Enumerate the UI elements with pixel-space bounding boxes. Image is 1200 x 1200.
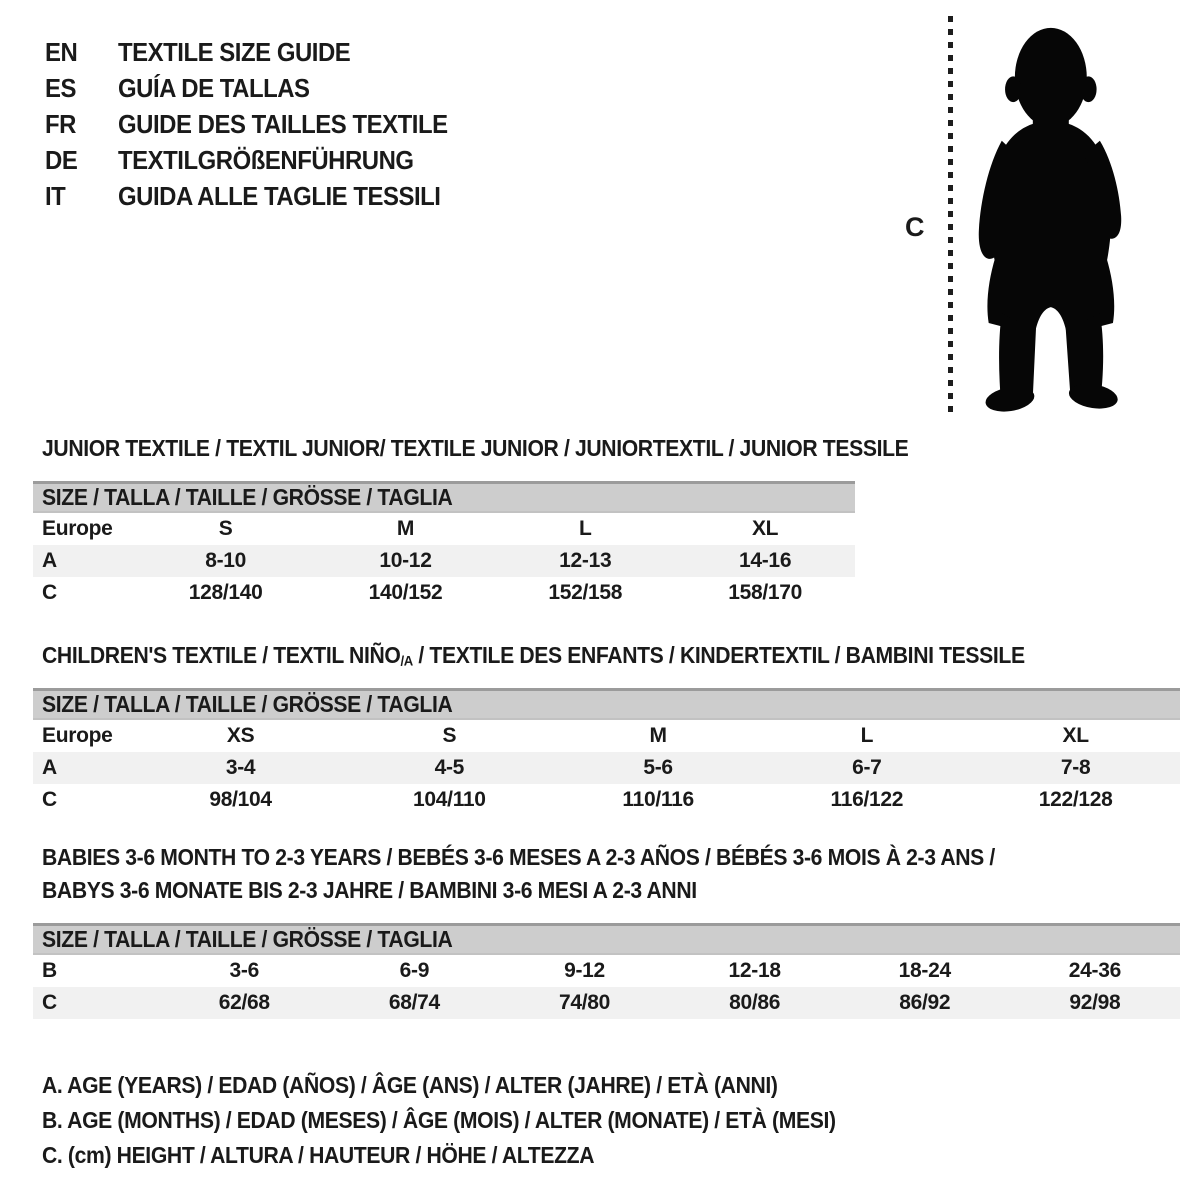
value-cell: 128/140 — [188, 581, 263, 604]
value-cell: 7-8 — [1060, 756, 1091, 779]
size-header-bar — [33, 925, 1180, 955]
language-code — [45, 109, 118, 140]
language-title: TEXTILGRÖßENFÜHRUNG — [118, 144, 414, 175]
table-row-europe — [33, 512, 855, 545]
language-code-text: DE — [45, 144, 78, 175]
babies-title-line2: BABYS 3-6 MONATE BIS 2-3 JAHRE / BAMBINI 3-6 MESI A 2-3 ANNI — [42, 877, 697, 903]
height-measure-label-c: C — [905, 212, 925, 242]
value-cell: 6-9 — [399, 959, 430, 982]
value-cell: 5-6 — [643, 756, 673, 779]
value-cell: 158/170 — [728, 581, 802, 604]
language-title: TEXTILE SIZE GUIDE — [118, 36, 351, 67]
children-title-post: / TEXTILE DES ENFANTS / KINDERTEXTIL / BAMBINI TESSILE — [412, 642, 1025, 668]
language-code — [45, 73, 118, 104]
legend-line-c-text: C. (cm) HEIGHT / ALTURA / HAUTEUR / HÖHE / ALTEZZA — [42, 1142, 595, 1168]
language-row — [45, 142, 476, 178]
row-label-cell: B — [42, 959, 57, 982]
legend-line-a — [42, 1068, 905, 1103]
babies-size-table-wrap — [33, 923, 1180, 1019]
silhouette-leg-right — [1066, 313, 1104, 396]
value-cell: 6-7 — [852, 756, 882, 779]
table-row-age-months — [33, 954, 1180, 987]
value-cell: 24-36 — [1068, 959, 1121, 982]
value-cell: 104/110 — [413, 788, 486, 811]
language-title: GUIDA ALLE TAGLIE TESSILI — [118, 180, 441, 211]
value-cell: 12-18 — [728, 959, 781, 982]
value-cell: 14-16 — [738, 549, 792, 572]
legend — [42, 1068, 905, 1173]
value-cell: 12-13 — [559, 549, 612, 572]
children-title-sub: /A — [400, 653, 413, 670]
value-cell: 98/104 — [209, 788, 272, 811]
value-cell: S — [218, 517, 233, 540]
row-label-cell: A — [42, 756, 57, 779]
size-header-label — [33, 690, 1180, 720]
value-cell: XS — [226, 724, 255, 747]
size-header-text: SIZE / TALLA / TAILLE / GRÖSSE / TAGLIA — [42, 926, 453, 952]
value-cell: 18-24 — [898, 959, 951, 982]
value-cell: 110/116 — [622, 788, 694, 811]
row-label-cell: Europe — [42, 517, 113, 540]
babies-section-title — [42, 841, 1078, 907]
children-size-table-wrap — [33, 688, 1180, 816]
size-header-bar — [33, 483, 855, 513]
row-label-cell: C — [42, 581, 57, 604]
value-cell: 86/92 — [899, 991, 951, 1014]
language-code — [45, 145, 118, 176]
size-header-bar — [33, 690, 1180, 720]
babies-size-table — [33, 923, 1180, 1019]
value-cell: 92/98 — [1069, 991, 1121, 1014]
language-code-text: FR — [45, 108, 76, 139]
value-cell: 74/80 — [558, 991, 611, 1014]
value-cell: L — [860, 724, 874, 747]
row-label-cell: A — [42, 549, 57, 572]
value-cell: M — [649, 724, 667, 747]
row-label-cell: C — [42, 991, 57, 1014]
language-title: GUÍA DE TALLAS — [118, 72, 310, 103]
table-row-height — [33, 784, 1180, 816]
children-section-title-text — [42, 639, 1025, 679]
language-code-text: IT — [45, 180, 66, 211]
language-code-text: EN — [45, 36, 78, 67]
junior-size-table — [33, 481, 855, 609]
language-header — [45, 34, 476, 214]
value-cell: XL — [1062, 724, 1089, 747]
size-header-label — [33, 483, 855, 513]
row-label-cell: C — [42, 788, 57, 811]
value-cell: 8-10 — [205, 549, 247, 572]
silhouette-ear-right — [1080, 76, 1096, 102]
value-cell: 3-4 — [225, 756, 256, 779]
table-row-europe — [33, 719, 1180, 752]
junior-section-title — [42, 432, 984, 465]
language-title: GUIDE DES TAILLES TEXTILE — [118, 108, 448, 139]
table-row-height — [33, 987, 1180, 1019]
language-row — [45, 34, 476, 70]
size-header-text: SIZE / TALLA / TAILLE / GRÖSSE / TAGLIA — [42, 691, 453, 717]
legend-line-b — [42, 1103, 905, 1138]
junior-section-title-text: JUNIOR TEXTILE / TEXTIL JUNIOR/ TEXTILE JUNIOR / JUNIORTEXTIL / JUNIOR TESSILE — [42, 435, 909, 461]
children-section-title — [42, 639, 1110, 679]
value-cell: 122/128 — [1038, 788, 1113, 811]
children-size-table — [33, 688, 1180, 816]
junior-size-table-wrap — [33, 481, 855, 609]
value-cell: L — [579, 517, 592, 540]
row-label-cell: Europe — [42, 724, 113, 747]
toddler-silhouette — [956, 16, 1144, 422]
value-cell: 80/86 — [729, 991, 781, 1014]
value-cell: 4-5 — [434, 756, 465, 779]
language-code-text: ES — [45, 72, 76, 103]
legend-line-c — [42, 1138, 905, 1173]
value-cell: M — [396, 517, 415, 540]
value-cell: 3-6 — [229, 959, 259, 982]
value-cell: S — [442, 724, 457, 747]
value-cell: 68/74 — [388, 991, 440, 1014]
language-row — [45, 70, 476, 106]
table-row-height — [33, 577, 855, 609]
value-cell: 10-12 — [379, 549, 432, 572]
table-row-age-years — [33, 752, 1180, 784]
value-cell: 116/122 — [830, 788, 904, 811]
legend-line-a-text: A. AGE (YEARS) / EDAD (AÑOS) / ÂGE (ANS) / ALTER (JAHRE) / ETÀ (ANNI) — [42, 1072, 778, 1098]
babies-title-line1: BABIES 3-6 MONTH TO 2-3 YEARS / BEBÉS 3-6 MESES A 2-3 AÑOS / BÉBÉS 3-6 MOIS À 2-3 ANS / — [42, 844, 995, 870]
value-cell: 62/68 — [218, 991, 270, 1014]
value-cell: 140/152 — [368, 581, 443, 604]
height-measure-dotted-line — [948, 16, 953, 419]
size-header-text: SIZE / TALLA / TAILLE / GRÖSSE / TAGLIA — [42, 484, 453, 510]
silhouette-leg-left — [999, 313, 1036, 396]
value-cell: 152/158 — [548, 581, 623, 604]
language-row — [45, 106, 476, 142]
language-code — [45, 37, 118, 68]
language-row — [45, 178, 476, 214]
silhouette-ear-left — [1005, 76, 1021, 102]
children-title-pre: CHILDREN'S TEXTILE / TEXTIL NIÑO — [42, 642, 401, 668]
size-header-label — [33, 925, 1180, 955]
value-cell: XL — [751, 517, 779, 540]
value-cell: 9-12 — [564, 959, 605, 982]
legend-line-b-text: B. AGE (MONTHS) / EDAD (MESES) / ÂGE (MOIS) / ALTER (MONATE) / ETÀ (MESI) — [42, 1107, 836, 1133]
language-code — [45, 181, 118, 212]
table-row-age-years — [33, 545, 855, 577]
